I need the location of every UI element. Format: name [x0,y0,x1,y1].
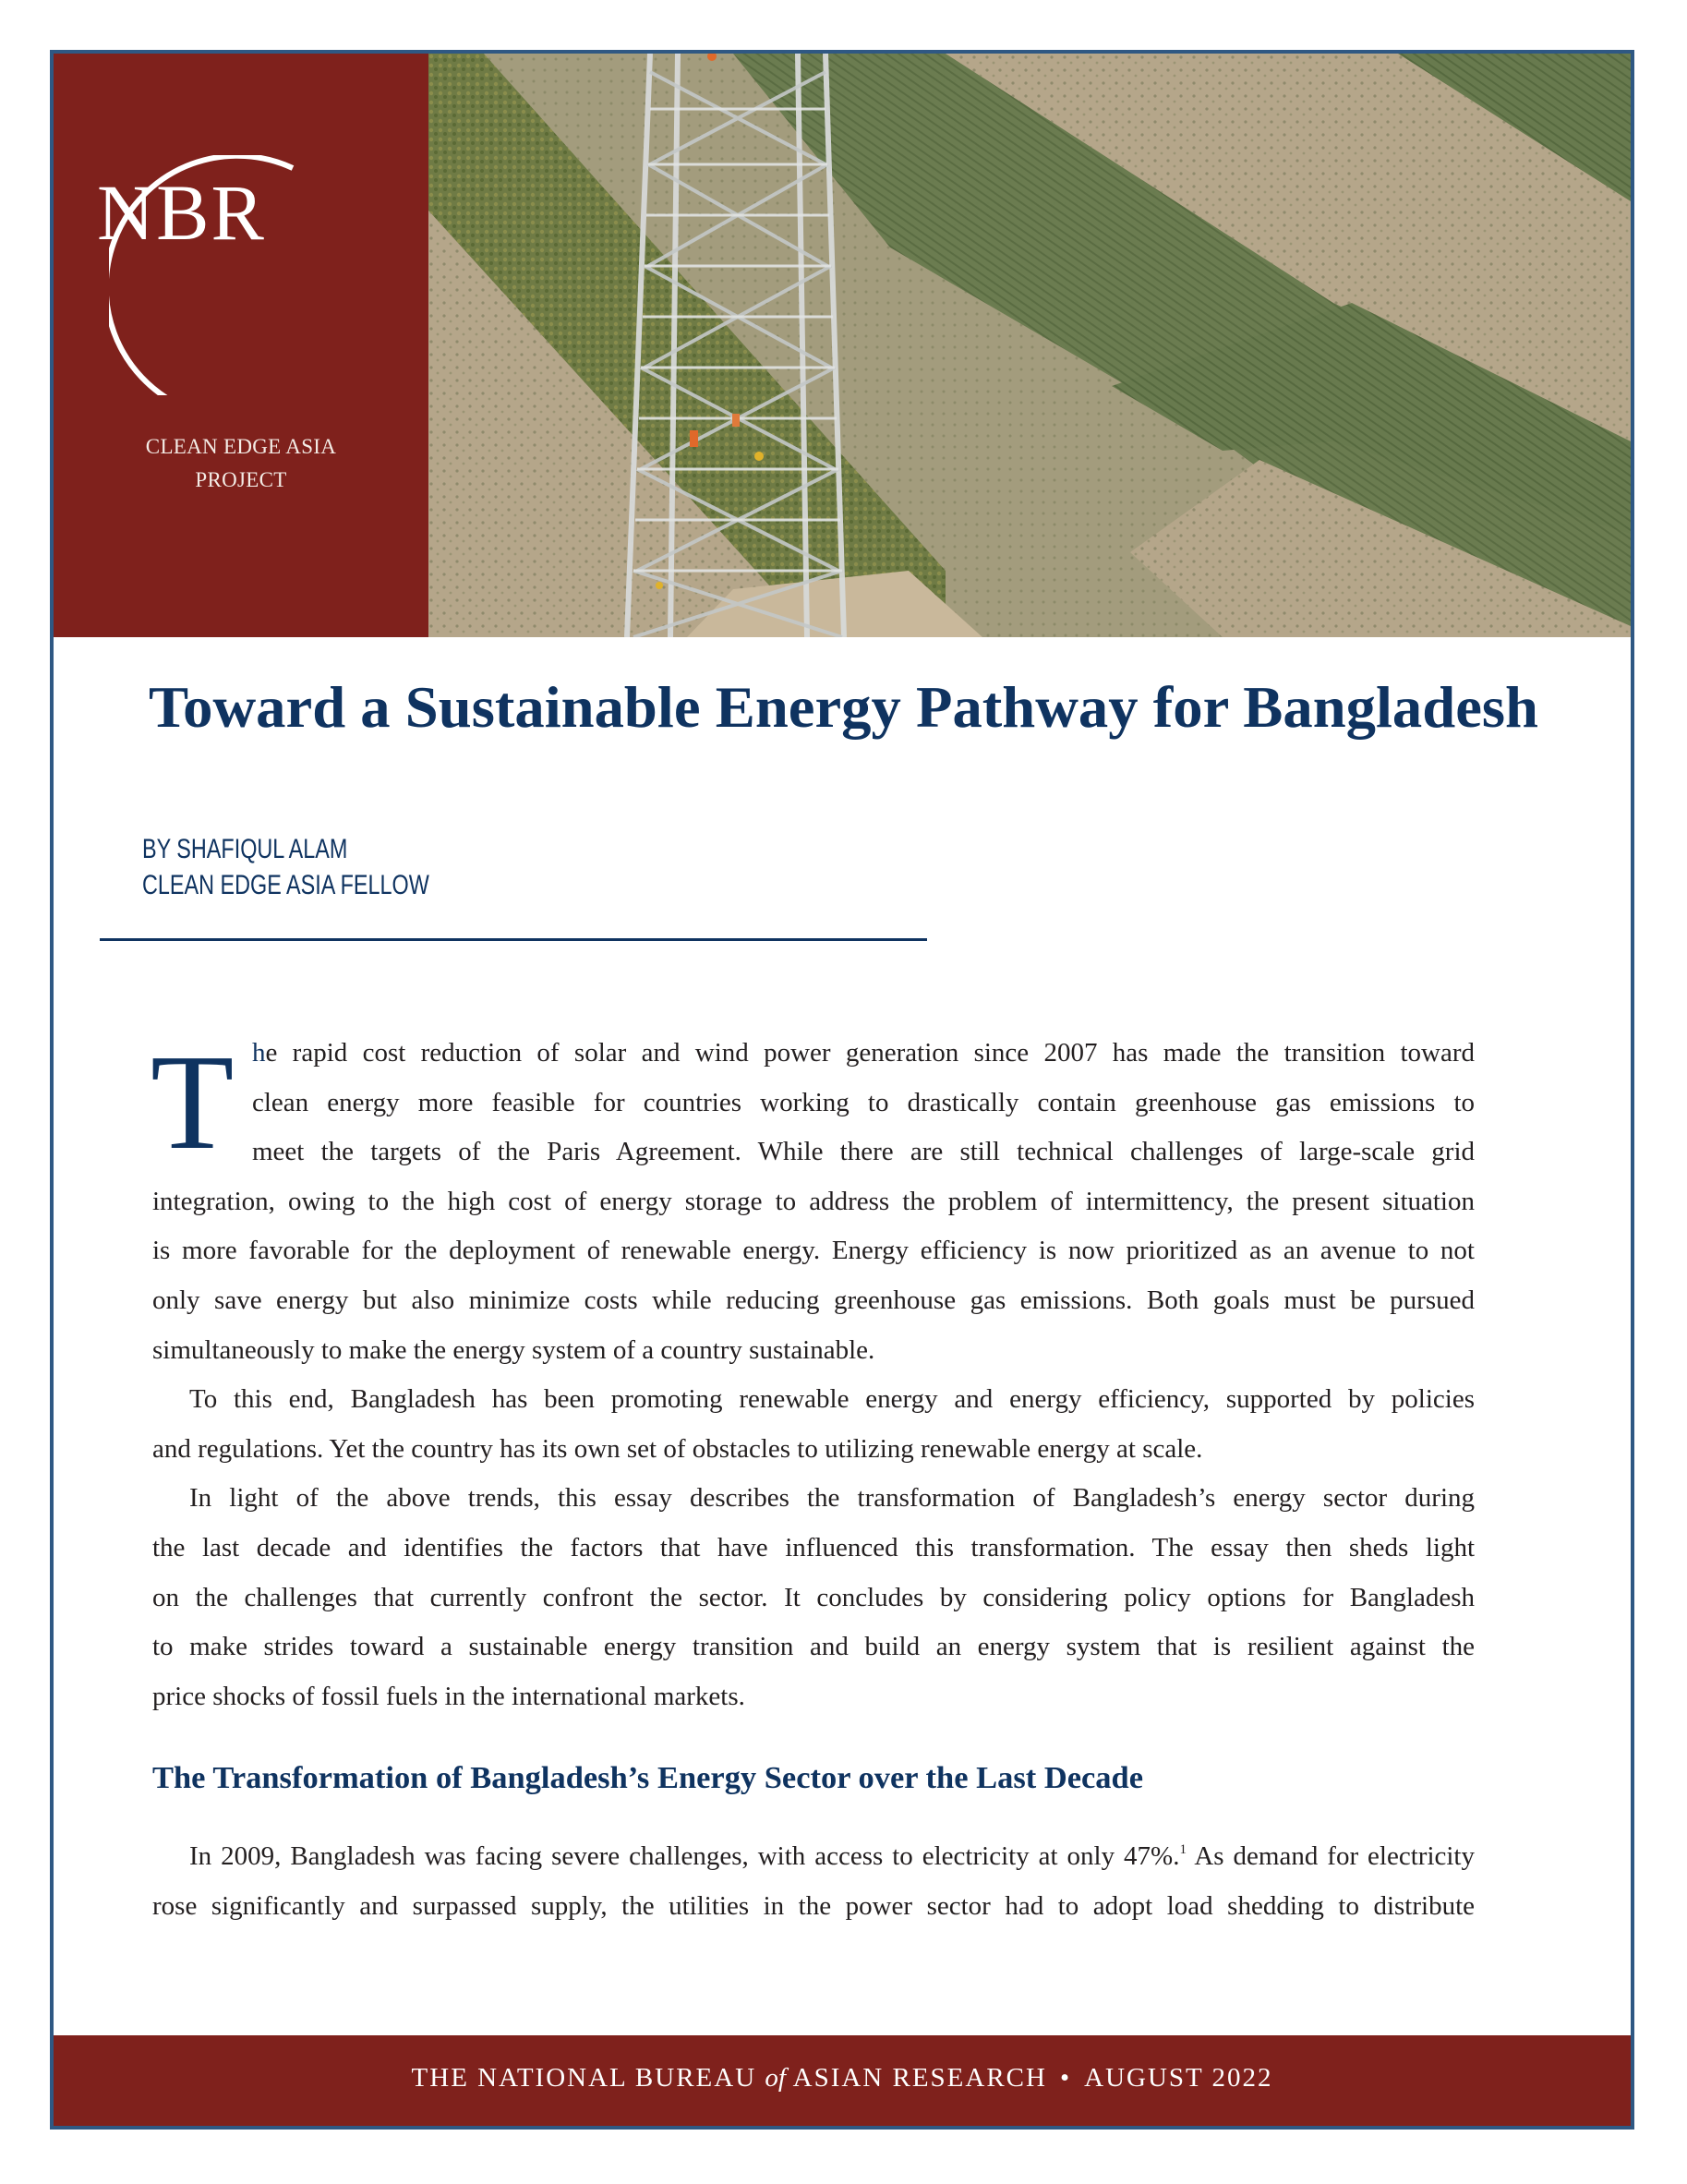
body-line: is more favorable for the deployment of renewable energy. Energy efficiency is now prioritized as an avenue to not [152,1236,1475,1266]
footer-org-part1: THE NATIONAL BUREAU [411,2063,757,2093]
body-line: To this end, Bangladesh has been promoting renewable energy and energy efficiency, supported by policies [189,1384,1475,1415]
body-line: the last decade and identifies the factors that have influenced this transformation. The essay then sheds light [152,1532,1475,1563]
body-line: only save energy but also minimize costs while reducing greenhouse gas emissions. Both goals must be pursued [152,1285,1475,1315]
footnote-ref[interactable]: 1 [1179,1842,1187,1857]
body-line [152,1832,1475,1882]
drop-cap-continuation: h [252,1038,266,1068]
footer-banner [54,2035,1631,2126]
section-heading: The Transformation of Bangladesh’s Energy Sector over the Last Decade [152,1761,1143,1795]
byline [142,831,429,903]
article-body [152,1029,1475,1721]
brand-panel [54,54,428,637]
project-name [54,430,428,497]
body-line: and regulations. Yet the country has its own set of obstacles to utilizing renewable energy at scale. [152,1433,1203,1464]
footer-date: AUGUST 2022 [1084,2063,1273,2093]
body-line: meet the targets of the Paris Agreement. While there are still technical challenges of large-scale grid [252,1137,1475,1167]
byline-author: BY SHAFIQUL ALAM [142,834,348,864]
body-line: In light of the above trends, this essay describes the transformation of Bangladesh’s energy sector during [189,1483,1475,1514]
body-line: price shocks of fossil fuels in the international markets. [152,1681,745,1711]
page-frame [50,50,1634,2130]
body-line: on the challenges that currently confront the sector. It concludes by considering policy options for Bangladesh [152,1582,1475,1612]
body-line-text: As demand for electricity [1186,1841,1475,1871]
byline-role: CLEAN EDGE ASIA FELLOW [142,870,429,900]
body-line-text: e rapid cost reduction of solar and wind power generation since 2007 has made the transition toward [265,1038,1475,1068]
body-line: to make strides toward a sustainable energy transition and build an energy system that is resilient against the [152,1632,1475,1662]
footer-org-of: of [765,2063,786,2093]
drop-cap: T [151,1027,235,1178]
body-line: simultaneously to make the energy system of a country sustainable. [152,1334,875,1365]
footer-publisher [54,2065,1631,2092]
footer-separator: • [1059,2063,1072,2093]
nbr-logo-text: NBR [97,168,266,257]
footer-org-part2: ASIAN RESEARCH [792,2063,1047,2093]
byline-divider [100,938,927,941]
transmission-tower-photo-icon [428,54,1631,637]
project-name-line1: CLEAN EDGE ASIA [145,435,337,458]
section-body [152,1832,1475,1931]
body-line-text: In 2009, Bangladesh was facing severe challenges, with access to electricity at only 47%. [189,1841,1180,1871]
article-title: Toward a Sustainable Energy Pathway for Bangladesh [149,674,1538,740]
hero-banner [54,54,1631,637]
body-line: clean energy more feasible for countries working to drastically contain greenhouse gas emissions to [252,1087,1475,1117]
body-line [152,1029,1475,1079]
body-line: integration, owing to the high cost of energy storage to address the problem of intermittency, the present situation [152,1186,1475,1216]
project-name-line2: PROJECT [195,468,287,491]
body-line: rose significantly and surpassed supply, the utilities in the power sector had to adopt load shedding to distribute [152,1890,1475,1921]
